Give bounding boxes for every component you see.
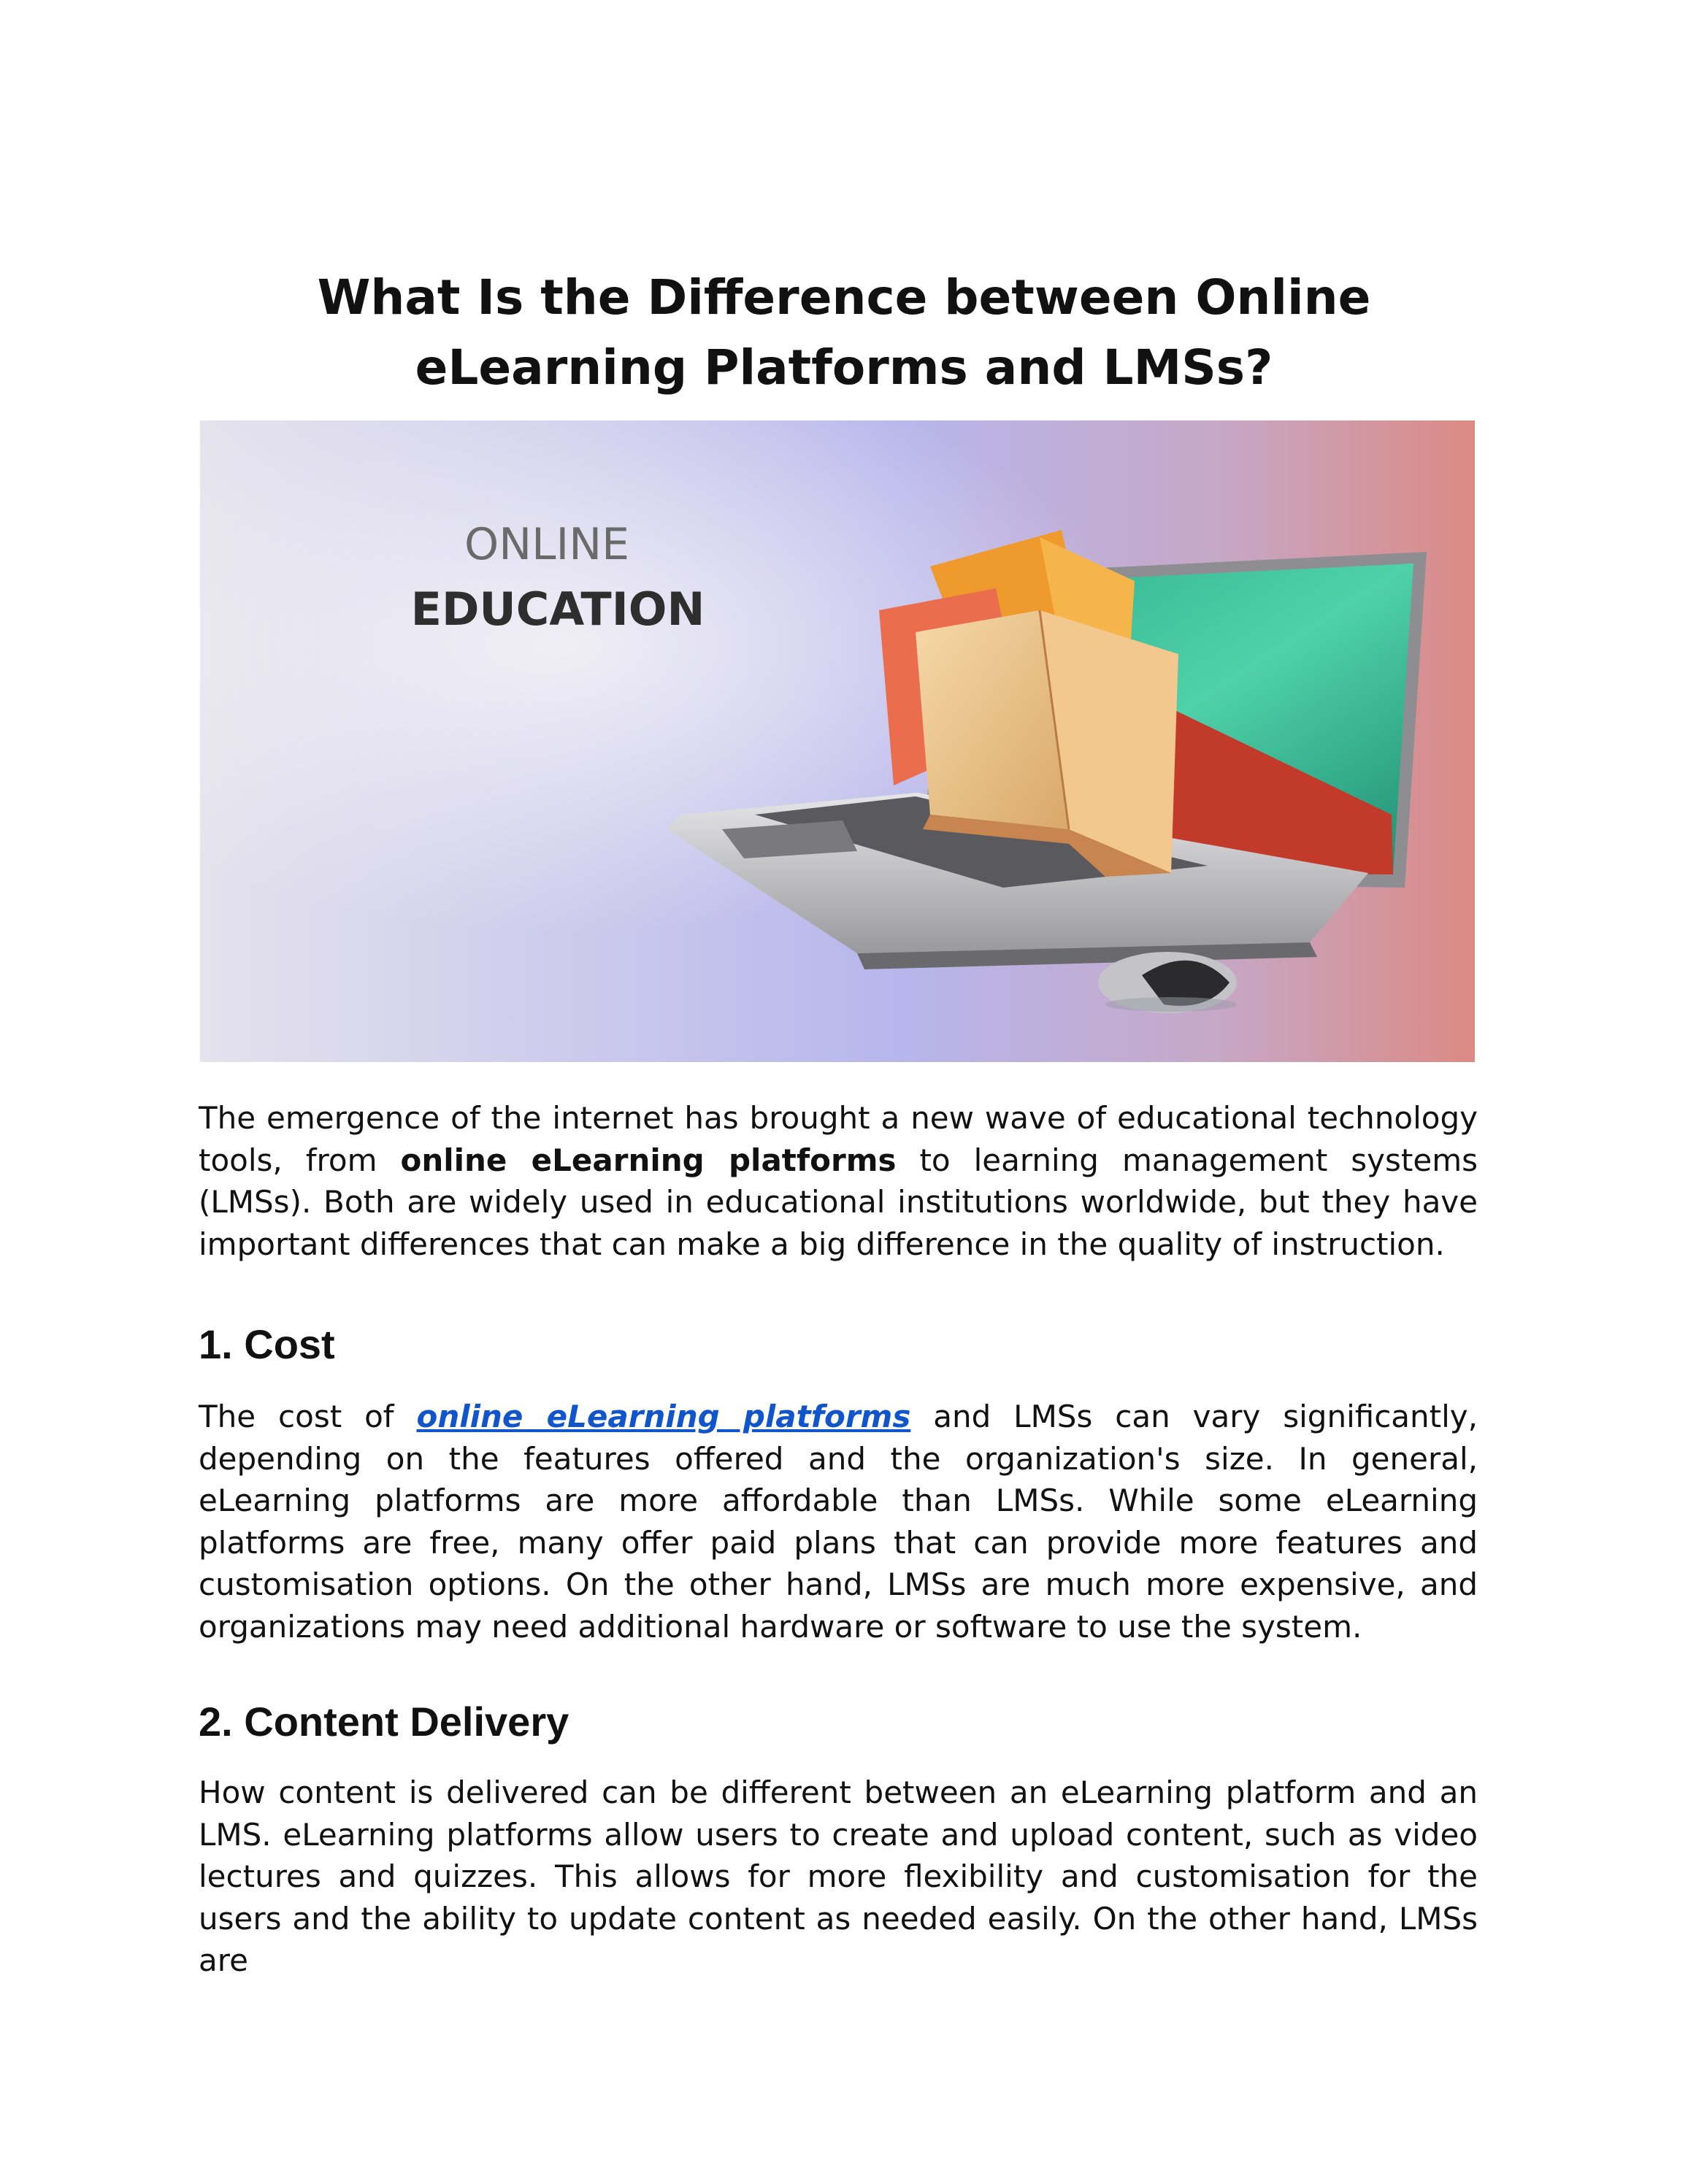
online-education-illustration bbox=[200, 420, 1475, 1062]
title-line-2: eLearning Platforms and LMSs? bbox=[415, 339, 1273, 396]
mouse-icon bbox=[1098, 952, 1237, 1013]
content-delivery-paragraph: How content is delivered can be different between an eLearning platform and an LMS. eLearning platforms allow users to create and upload content, such as video lectures and quizzes. This allows for more flexibility and customisation for the users and the ability to update content as needed easily. On the other hand, LMSs are bbox=[199, 1774, 1478, 1978]
page-title bbox=[219, 263, 1469, 403]
intro-bold-phrase: online eLearning platforms bbox=[400, 1142, 897, 1178]
section-heading-content-delivery: 2. Content Delivery bbox=[199, 1699, 569, 1745]
hero-text-education: EDUCATION bbox=[410, 582, 705, 636]
section-heading-cost: 1. Cost bbox=[199, 1321, 335, 1367]
hero-text-online: ONLINE bbox=[464, 519, 630, 570]
elearning-platforms-link[interactable]: online eLearning platforms bbox=[416, 1399, 911, 1434]
title-line-1: What Is the Difference between Online bbox=[317, 269, 1371, 326]
intro-paragraph: The emergence of the internet has brought a new wave of educational technology tools, from online eLearning platforms to learning management systems (LMSs). Both are widely used in educational institutions worldwide, but they have important differences that can make a big difference in the quality of instruction. bbox=[199, 1100, 1478, 1262]
cost-paragraph: The cost of online eLearning platforms and LMSs can vary significantly, depending on the features offered and the organization's size. In general, eLearning platforms are more affordable than LMSs. While some eLearning platforms are free, many offer paid plans that can provide more features and customisation options. On the other hand, LMSs are much more expensive, and organizations may need additional hardware or software to use the system. bbox=[199, 1399, 1478, 1645]
hero-image bbox=[200, 420, 1475, 1062]
